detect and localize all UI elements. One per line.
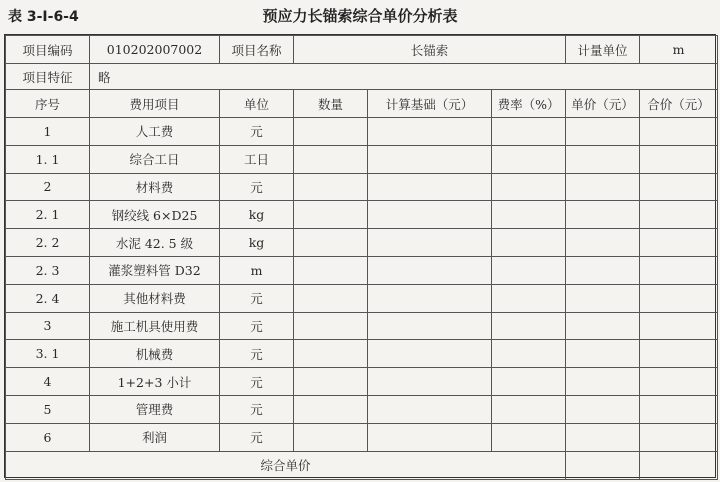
table-row [6, 284, 718, 312]
row-quantity [294, 368, 368, 396]
row-amount [640, 284, 718, 312]
total-amount [640, 451, 718, 479]
row-rate [492, 173, 566, 201]
row-unit: kg [220, 229, 294, 257]
row-amount [640, 312, 718, 340]
total-label: 综合单价 [6, 451, 566, 479]
row-amount [640, 201, 718, 229]
table-row [6, 312, 718, 340]
code-value: 010202007002 [90, 36, 220, 64]
row-no: 2. 3 [6, 256, 90, 284]
row-quantity [294, 118, 368, 146]
column-header-row [6, 90, 718, 118]
unit-label: 计量单位 [566, 36, 640, 64]
row-unit-price [566, 118, 640, 146]
col-header: 单价（元） [566, 90, 640, 118]
col-header: 合价（元） [640, 90, 718, 118]
table-row [6, 145, 718, 173]
row-quantity [294, 312, 368, 340]
row-rate [492, 229, 566, 257]
code-label: 项目编码 [6, 36, 90, 64]
total-unit-price [566, 451, 640, 479]
row-rate [492, 312, 566, 340]
col-header: 计算基础（元） [368, 90, 492, 118]
row-no: 2. 4 [6, 284, 90, 312]
row-quantity [294, 201, 368, 229]
header [0, 0, 720, 30]
row-no: 3. 1 [6, 340, 90, 368]
row-rate [492, 284, 566, 312]
row-base [368, 145, 492, 173]
col-header: 数量 [294, 90, 368, 118]
row-item: 人工费 [90, 118, 220, 146]
row-unit-price [566, 312, 640, 340]
row-item: 水泥 42. 5 级 [90, 229, 220, 257]
table-row [6, 423, 718, 451]
table-number: 表 3-Ⅰ-6-4 [8, 9, 79, 25]
row-base [368, 423, 492, 451]
feature-value: 略 [90, 64, 718, 90]
row-unit: 元 [220, 368, 294, 396]
row-rate [492, 145, 566, 173]
table-row [6, 229, 718, 257]
row-unit: 元 [220, 423, 294, 451]
row-no: 2. 1 [6, 201, 90, 229]
row-unit: 元 [220, 395, 294, 423]
row-base [368, 118, 492, 146]
row-amount [640, 368, 718, 396]
row-quantity [294, 395, 368, 423]
row-unit: m [220, 256, 294, 284]
row-amount [640, 395, 718, 423]
total-row [6, 451, 718, 479]
row-unit-price [566, 145, 640, 173]
row-base [368, 340, 492, 368]
row-amount [640, 256, 718, 284]
analysis-table-frame [4, 34, 716, 478]
row-item: 其他材料费 [90, 284, 220, 312]
row-unit-price [566, 284, 640, 312]
row-base [368, 256, 492, 284]
table-row [6, 201, 718, 229]
cost-rows [6, 118, 718, 452]
table-row [6, 368, 718, 396]
row-rate [492, 340, 566, 368]
row-item: 施工机具使用费 [90, 312, 220, 340]
row-unit-price [566, 256, 640, 284]
row-no: 1 [6, 118, 90, 146]
table-row [6, 173, 718, 201]
row-item: 灌浆塑料管 D32 [90, 256, 220, 284]
page-title: 预应力长锚索综合单价分析表 [262, 7, 458, 25]
row-amount [640, 340, 718, 368]
col-header: 序号 [6, 90, 90, 118]
row-quantity [294, 423, 368, 451]
analysis-table [5, 35, 718, 480]
row-item: 综合工日 [90, 145, 220, 173]
row-unit-price [566, 395, 640, 423]
row-rate [492, 423, 566, 451]
unit-value: m [640, 36, 718, 64]
row-unit-price [566, 229, 640, 257]
row-base [368, 284, 492, 312]
row-unit: 工日 [220, 145, 294, 173]
row-unit: 元 [220, 340, 294, 368]
col-header: 费用项目 [90, 90, 220, 118]
row-unit-price [566, 368, 640, 396]
row-item: 钢绞线 6×D25 [90, 201, 220, 229]
row-item: 机械费 [90, 340, 220, 368]
row-no: 2 [6, 173, 90, 201]
row-rate [492, 368, 566, 396]
row-unit-price [566, 423, 640, 451]
row-no: 6 [6, 423, 90, 451]
row-amount [640, 173, 718, 201]
row-unit-price [566, 340, 640, 368]
row-unit: kg [220, 201, 294, 229]
col-header: 单位 [220, 90, 294, 118]
row-unit: 元 [220, 312, 294, 340]
row-quantity [294, 256, 368, 284]
row-quantity [294, 284, 368, 312]
row-no: 1. 1 [6, 145, 90, 173]
row-base [368, 229, 492, 257]
row-unit: 元 [220, 173, 294, 201]
row-quantity [294, 173, 368, 201]
row-unit-price [566, 173, 640, 201]
name-value: 长锚索 [294, 36, 566, 64]
row-item: 材料费 [90, 173, 220, 201]
row-amount [640, 423, 718, 451]
row-unit: 元 [220, 284, 294, 312]
row-amount [640, 145, 718, 173]
info-row-feature [6, 64, 718, 90]
row-rate [492, 395, 566, 423]
row-rate [492, 201, 566, 229]
row-item: 1+2+3 小计 [90, 368, 220, 396]
row-base [368, 312, 492, 340]
col-header: 费率（%） [492, 90, 566, 118]
row-unit-price [566, 201, 640, 229]
row-amount [640, 229, 718, 257]
name-label: 项目名称 [220, 36, 294, 64]
row-quantity [294, 340, 368, 368]
row-quantity [294, 145, 368, 173]
row-base [368, 173, 492, 201]
table-row [6, 395, 718, 423]
row-unit: 元 [220, 118, 294, 146]
row-base [368, 368, 492, 396]
info-row-code [6, 36, 718, 64]
row-base [368, 201, 492, 229]
feature-label: 项目特征 [6, 64, 90, 90]
row-quantity [294, 229, 368, 257]
row-no: 3 [6, 312, 90, 340]
row-rate [492, 256, 566, 284]
row-item: 管理费 [90, 395, 220, 423]
row-amount [640, 118, 718, 146]
table-row [6, 118, 718, 146]
table-row [6, 256, 718, 284]
row-no: 5 [6, 395, 90, 423]
row-no: 4 [6, 368, 90, 396]
table-row [6, 340, 718, 368]
row-rate [492, 118, 566, 146]
row-item: 利润 [90, 423, 220, 451]
row-no: 2. 2 [6, 229, 90, 257]
row-base [368, 395, 492, 423]
